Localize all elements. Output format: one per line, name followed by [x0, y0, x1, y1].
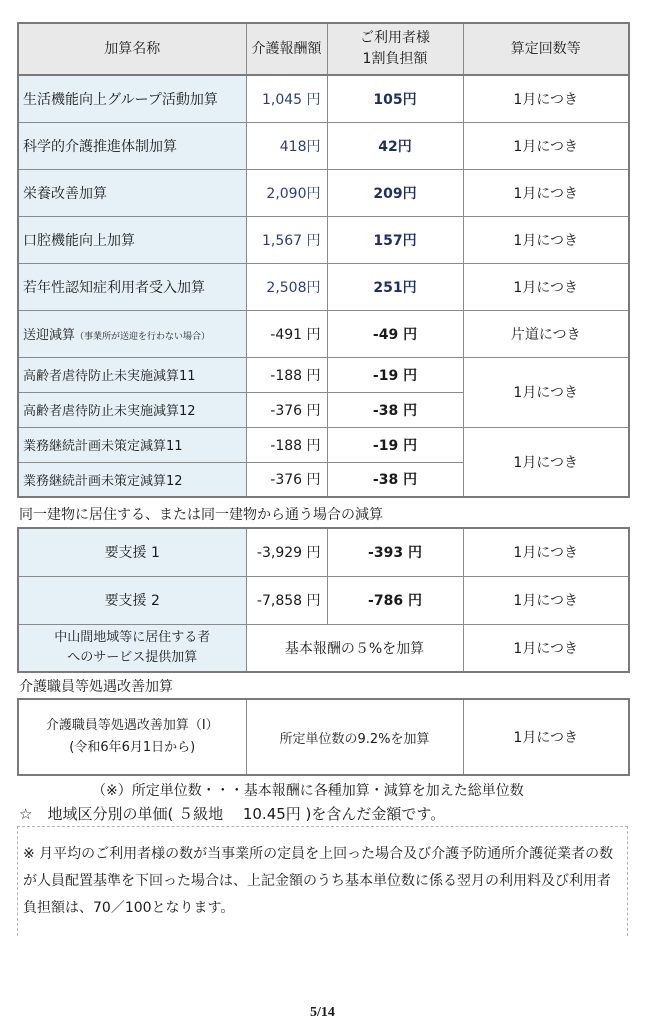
- row-name: 要支援 1: [18, 528, 246, 576]
- row-fee: 418円: [246, 122, 327, 169]
- note-box: [17, 826, 628, 936]
- mountain-count: 1月につき: [463, 624, 629, 672]
- table-row: [18, 122, 629, 169]
- row-name-main: 送迎減算: [23, 328, 76, 343]
- treatment-name-line1: 介護職員等処遇改善加算（Ⅰ）: [45, 718, 219, 733]
- row-name: 若年性認知症利用者受入加算: [18, 263, 246, 310]
- table-row: [18, 624, 629, 672]
- row-name: 要支援 2: [18, 576, 246, 624]
- building-table: [17, 527, 630, 673]
- row-count: 1月につき: [463, 528, 629, 576]
- row-user: -19 円: [327, 427, 463, 462]
- row-fee: -376 円: [246, 392, 327, 427]
- row-fee: -376 円: [246, 462, 327, 497]
- treatment-value: 所定単位数の9.2%を加算: [246, 699, 463, 775]
- page-number: 5/14: [310, 1005, 335, 1020]
- row-user: 251円: [327, 263, 463, 310]
- row-fee: -188 円: [246, 357, 327, 392]
- row-fee: 2,090円: [246, 169, 327, 216]
- row-name-note: （事業所が送迎を行わない場合）: [75, 332, 211, 342]
- row-name: [18, 310, 246, 357]
- row-fee: 1,567 円: [246, 216, 327, 263]
- row-count: 1月につき: [463, 169, 629, 216]
- row-user: 42円: [327, 122, 463, 169]
- note-text: ※ 月平均のご利用者様の数が当事業所の定員を上回った場合及び介護予防通所介護従業者の数が人員配置基準を下回った場合は、上記金額のうち基本単位数に係る翌月の利用料及び利用者負担額は、70／100となります。: [23, 846, 614, 916]
- row-name: 高齢者虐待防止未実施減算11: [18, 357, 246, 392]
- row-user: -38 円: [327, 462, 463, 497]
- row-fee: 2,508円: [246, 263, 327, 310]
- row-fee: -491 円: [246, 310, 327, 357]
- row-count: 1月につき: [463, 122, 629, 169]
- mountain-name: [18, 624, 246, 672]
- row-name: 生活機能向上グループ活動加算: [18, 75, 246, 122]
- header-user-line1: ご利用者様: [360, 30, 430, 46]
- header-user-line2: 1割負担額: [362, 51, 428, 67]
- table-row: [18, 75, 629, 122]
- row-count: 1月につき: [463, 75, 629, 122]
- row-fee: -188 円: [246, 427, 327, 462]
- header-count: 算定回数等: [463, 23, 629, 75]
- table-row: [18, 427, 629, 462]
- treatment-name: [18, 699, 246, 775]
- building-caption: 同一建物に居住する、または同一建物から通う場合の減算: [19, 507, 383, 523]
- table-row: [18, 576, 629, 624]
- mountain-name-line2: へのサービス提供加算: [67, 649, 198, 665]
- row-name: 栄養改善加算: [18, 169, 246, 216]
- row-user: -19 円: [327, 357, 463, 392]
- header-user: [327, 23, 463, 75]
- table-row: [18, 528, 629, 576]
- row-fee: 1,045 円: [246, 75, 327, 122]
- row-user: 209円: [327, 169, 463, 216]
- definition-footnote: （※）所定単位数・・・基本報酬に各種加算・減算を加えた総単位数: [92, 783, 524, 799]
- table-row: [18, 310, 629, 357]
- fee-table: [17, 22, 630, 498]
- table-header-row: [18, 23, 629, 75]
- treatment-name-line2: (令和6年6月1日から): [69, 740, 196, 755]
- row-user: 157円: [327, 216, 463, 263]
- row-name: 業務継続計画未策定減算12: [18, 462, 246, 497]
- table-row: [18, 169, 629, 216]
- row-name: 高齢者虐待防止未実施減算12: [18, 392, 246, 427]
- row-user: -786 円: [327, 576, 463, 624]
- row-name: 業務継続計画未策定減算11: [18, 427, 246, 462]
- header-name: 加算名称: [18, 23, 246, 75]
- table-row: [18, 699, 629, 775]
- header-fee: 介護報酬額: [246, 23, 327, 75]
- treatment-table: [17, 698, 630, 776]
- row-count: 1月につき: [463, 427, 629, 497]
- row-name: 口腔機能向上加算: [18, 216, 246, 263]
- row-name: 科学的介護推進体制加算: [18, 122, 246, 169]
- table-row: [18, 263, 629, 310]
- row-user: -38 円: [327, 392, 463, 427]
- row-user: -393 円: [327, 528, 463, 576]
- row-count: 1月につき: [463, 216, 629, 263]
- treatment-caption: 介護職員等処遇改善加算: [19, 679, 173, 695]
- region-footnote: ☆ 地域区分別の単価( ５級地 10.45円 )を含んだ金額です。: [19, 805, 446, 823]
- table-row: [18, 216, 629, 263]
- row-fee: -7,858 円: [246, 576, 327, 624]
- mountain-name-line1: 中山間地域等に居住する者: [54, 629, 211, 645]
- mountain-value: 基本報酬の５%を加算: [246, 624, 463, 672]
- row-count: 1月につき: [463, 357, 629, 427]
- row-user: 105円: [327, 75, 463, 122]
- row-count: 片道につき: [463, 310, 629, 357]
- row-count: 1月につき: [463, 263, 629, 310]
- treatment-count: 1月につき: [463, 699, 629, 775]
- row-fee: -3,929 円: [246, 528, 327, 576]
- row-count: 1月につき: [463, 576, 629, 624]
- table-row: [18, 357, 629, 392]
- row-user: -49 円: [327, 310, 463, 357]
